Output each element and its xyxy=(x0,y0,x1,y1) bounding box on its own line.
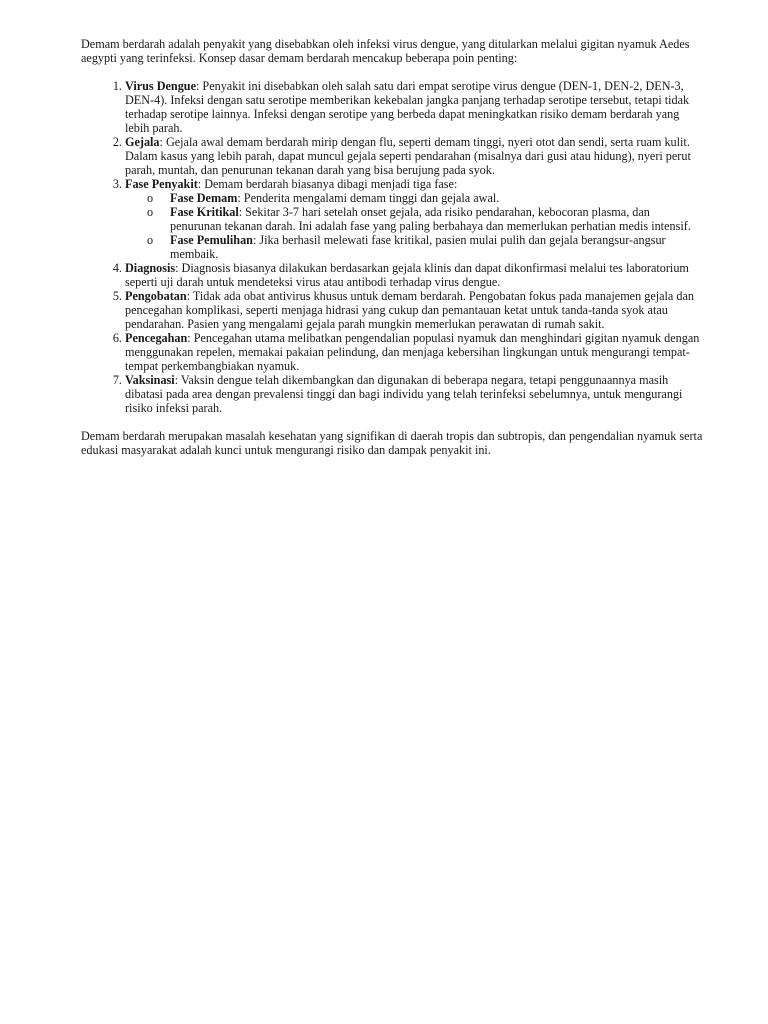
term-label: Pengobatan xyxy=(125,289,187,303)
closing-paragraph: Demam berdarah merupakan masalah kesehatan yang signifikan di daerah tropis dan subtropis, dan pengendalian nyamuk serta edukasi masyarakat adalah kunci untuk mengurangi risiko dan dampak penyakit ini. xyxy=(81,429,703,457)
sublist-item-fase-demam xyxy=(147,191,703,205)
item-text: : Pencegahan utama melibatkan pengendalian populasi nyamuk dan menghindari gigitan nyamuk dengan menggunakan repelen, memakai pakaian pelindung, dan menjaga kebersihan lingkungan untuk mengurangi tempat-tempat perkembangbiakan nyamuk. xyxy=(125,331,700,373)
term-label: Fase Penyakit xyxy=(125,177,198,191)
list-item-vaksinasi xyxy=(125,373,703,415)
list-item-pengobatan xyxy=(125,289,703,331)
sublist-item-fase-kritikal xyxy=(147,205,703,233)
item-text: : Tidak ada obat antivirus khusus untuk demam berdarah. Pengobatan fokus pada manajemen gejala dan pencegahan komplikasi, seperti menjaga hidrasi yang cukup dan pemantauan ketat untuk tanda-tanda syok atau pendarahan. Pasien yang mengalami gejala parah mungkin memerlukan perawatan di rumah sakit. xyxy=(125,289,694,331)
term-label: Diagnosis xyxy=(125,261,176,275)
term-label: Virus Dengue xyxy=(125,79,196,93)
item-text: : Demam berdarah biasanya dibagi menjadi tiga fase: xyxy=(197,177,458,191)
list-item-diagnosis xyxy=(125,261,703,289)
item-text: : Diagnosis biasanya dilakukan berdasarkan gejala klinis dan dapat dikonfirmasi melalui tes laboratorium seperti uji darah untuk mendeteksi virus atau antibodi terhadap virus dengue. xyxy=(125,261,689,289)
document-page xyxy=(81,37,703,457)
term-label: Fase Pemulihan xyxy=(170,233,253,247)
term-label: Gejala xyxy=(125,135,160,149)
item-text: : Jika berhasil melewati fase kritikal, pasien mulai pulih dan gejala berangsur-angsur membaik. xyxy=(170,233,666,261)
item-text: : Gejala awal demam berdarah mirip dengan flu, seperti demam tinggi, nyeri otot dan sendi, serta ruam kulit. Dalam kasus yang lebih parah, dapat muncul gejala seperti pendarahan (misalnya dari gusi atau hidung), nyeri perut parah, muntah, dan penurunan tekanan darah yang bisa berujung pada syok. xyxy=(125,135,691,177)
list-item-virus-dengue xyxy=(125,79,703,135)
term-label: Pencegahan xyxy=(125,331,188,345)
term-label: Vaksinasi xyxy=(125,373,175,387)
item-text: : Vaksin dengue telah dikembangkan dan digunakan di beberapa negara, tetapi penggunaannya masih dibatasi pada area dengan prevalensi tinggi dan bagi individu yang telah terinfeksi sebelumnya, untuk mengurangi risiko infeksi parah. xyxy=(125,373,683,415)
concept-list xyxy=(81,79,703,415)
term-label: Fase Kritikal xyxy=(170,205,239,219)
list-item-pencegahan xyxy=(125,331,703,373)
sublist-item-fase-pemulihan xyxy=(147,233,703,261)
phase-sublist xyxy=(125,191,703,261)
term-label: Fase Demam xyxy=(170,191,238,205)
list-item-gejala xyxy=(125,135,703,177)
item-text: : Penderita mengalami demam tinggi dan gejala awal. xyxy=(237,191,500,205)
item-text: : Penyakit ini disebabkan oleh salah satu dari empat serotipe virus dengue (DEN-1, DEN-2, DEN-3, DEN-4). Infeksi dengan satu serotipe memberikan kekebalan jangka panjang terhadap serotipe tersebut, tetapi tidak terhadap serotipe lainnya. Infeksi dengan serotipe yang berbeda dapat meningkatkan risiko demam berdarah yang lebih parah. xyxy=(125,79,690,135)
bullet-marker: o xyxy=(147,233,154,247)
item-text: : Sekitar 3-7 hari setelah onset gejala, ada risiko pendarahan, kebocoran plasma, dan penurunan tekanan darah. Ini adalah fase yang paling berbahaya dan memerlukan perhatian medis intensif. xyxy=(170,205,691,233)
bullet-marker: o xyxy=(147,205,154,219)
list-item-fase-penyakit xyxy=(125,177,703,261)
bullet-marker: o xyxy=(147,191,154,205)
intro-paragraph: Demam berdarah adalah penyakit yang disebabkan oleh infeksi virus dengue, yang ditularkan melalui gigitan nyamuk Aedes aegypti yang terinfeksi. Konsep dasar demam berdarah mencakup beberapa poin penting: xyxy=(81,37,690,65)
